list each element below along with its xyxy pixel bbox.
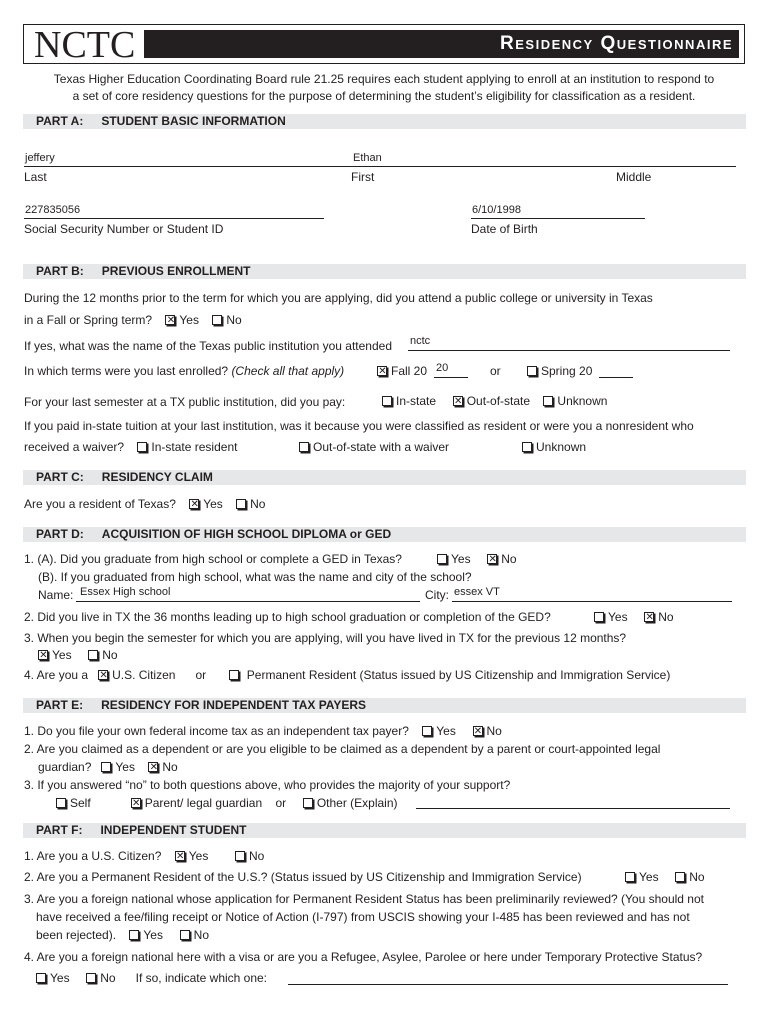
checkbox-icon[interactable] (299, 442, 309, 452)
part-e-q2-line2: guardian? Yes ✕ No (38, 760, 178, 774)
school-city-underline (452, 601, 732, 602)
checkbox-icon[interactable] (543, 396, 553, 406)
checkbox-icon[interactable] (522, 442, 532, 452)
part-b-q5-line2: received a waiver? In-state resident (24, 440, 238, 454)
name-underline (24, 166, 736, 167)
institution-value[interactable]: nctc (410, 335, 431, 347)
institution-underline (408, 350, 730, 351)
part-b-q3: In which terms were you last enrolled? (Check all that apply) (24, 364, 345, 378)
part-f-q3-line2: have received a fee/filing receipt or Notice of Action (I-797) from USCIS showing your I-485 has been reviewed and has not (36, 910, 690, 924)
part-f-q1: 1. Are you a U.S. Citizen? ✕ Yes No (24, 849, 264, 863)
part-f-header: PART F: INDEPENDENT STUDENT (23, 823, 746, 838)
checkbox-checked-icon[interactable] (175, 851, 185, 861)
checkbox-checked-icon[interactable] (148, 762, 158, 772)
checkbox-icon[interactable] (236, 499, 246, 509)
part-e-q3-options: Self ✕ Parent/ legal guardian or Other (Explain) (56, 796, 398, 810)
page-title: Residency Questionnaire (500, 33, 733, 54)
checkbox-checked-icon[interactable] (377, 366, 387, 376)
part-c-q1: Are you a resident of Texas? ✕ Yes No (24, 497, 265, 511)
checkbox-checked-icon[interactable] (487, 554, 497, 564)
spring-option: Spring 20 (527, 364, 592, 378)
checkbox-icon[interactable] (382, 396, 392, 406)
intro-line-2: a set of core residency questions for the purpose of determining the student’s eligibility for classification as a resident. (72, 89, 696, 103)
intro-line-1: Texas Higher Education Coordinating Board rule 21.25 requires each student applying to enroll at an institution to respond to (53, 72, 715, 86)
checkbox-icon[interactable] (56, 798, 66, 808)
checkbox-checked-icon[interactable] (98, 670, 108, 680)
part-e-q2-line1: 2. Are you claimed as a dependent or are you eligible to be claimed as a dependent by a parent or court-appointed legal (24, 742, 661, 756)
part-d-q2: 2. Did you live in TX the 36 months leading up to high school graduation or completion of the GED? (24, 610, 551, 624)
fall-year-underline (434, 377, 468, 378)
first-name-value[interactable]: Ethan (353, 152, 382, 164)
part-f-q2-options: Yes No (625, 870, 705, 884)
checkbox-icon[interactable] (675, 872, 685, 882)
part-d-q2-options: Yes ✕ No (594, 610, 674, 624)
visa-type-underline[interactable] (288, 984, 728, 985)
part-e-header: PART E: RESIDENCY FOR INDEPENDENT TAX PAYERS (23, 698, 746, 713)
part-f-q4-options: Yes No If so, indicate which one: (36, 971, 267, 985)
dob-value[interactable]: 6/10/1998 (472, 204, 521, 216)
checkbox-icon[interactable] (212, 315, 222, 325)
unknown-option: Unknown (522, 440, 586, 454)
checkbox-checked-icon[interactable] (453, 396, 463, 406)
header (23, 24, 745, 64)
fall-option: ✕ Fall 20 (377, 364, 427, 378)
spring-year-underline (599, 377, 633, 378)
part-c-header: PART C: RESIDENCY CLAIM (23, 470, 746, 485)
checkbox-checked-icon[interactable] (189, 499, 199, 509)
checkbox-icon[interactable] (437, 554, 447, 564)
checkbox-icon[interactable] (527, 366, 537, 376)
checkbox-icon[interactable] (137, 442, 147, 452)
last-label: Last (24, 170, 47, 184)
school-city-value[interactable]: essex VT (454, 586, 500, 598)
checkbox-icon[interactable] (129, 930, 139, 940)
or-text: or (490, 364, 501, 378)
checkbox-icon[interactable] (180, 930, 190, 940)
checkbox-icon[interactable] (229, 670, 239, 680)
part-b-q1-line2: in a Fall or Spring term? ✕ Yes No (24, 313, 242, 327)
checkbox-checked-icon[interactable] (473, 726, 483, 736)
school-name-label: Name: (38, 588, 74, 602)
checkbox-icon[interactable] (88, 650, 98, 660)
part-d-q1a-options: Yes ✕ No (437, 552, 517, 566)
school-name-value[interactable]: Essex High school (80, 586, 171, 598)
checkbox-checked-icon[interactable] (644, 612, 654, 622)
fall-year-value[interactable]: 20 (436, 362, 449, 374)
dob-label: Date of Birth (471, 222, 538, 236)
checkbox-checked-icon[interactable] (38, 650, 48, 660)
oos-waiver-option: Out-of-state with a waiver (299, 440, 449, 454)
part-d-q1b: (B). If you graduated from high school, what was the name and city of the school? (38, 570, 472, 584)
title-bar (144, 30, 739, 58)
part-d-q1a: 1. (A). Did you graduate from high school or complete a GED in Texas? (24, 552, 402, 566)
part-f-q4: 4. Are you a foreign national here with a visa or are you a Refugee, Asylee, Parolee or here under Temporary Protective Status? (24, 950, 703, 964)
checkbox-icon[interactable] (235, 851, 245, 861)
checkbox-icon[interactable] (101, 762, 111, 772)
part-b-header: PART B: PREVIOUS ENROLLMENT (23, 264, 746, 279)
last-name-value[interactable]: jeffery (25, 152, 55, 164)
pay-options: In-state ✕ Out-of-state Unknown (382, 394, 607, 408)
checkbox-icon[interactable] (422, 726, 432, 736)
school-city-label: City: (425, 588, 449, 602)
checkbox-icon[interactable] (86, 973, 96, 983)
other-explain-underline[interactable] (416, 808, 730, 809)
part-a-header: PART A: STUDENT BASIC INFORMATION (23, 114, 746, 129)
dob-underline (471, 218, 645, 219)
checkbox-checked-icon[interactable] (131, 798, 141, 808)
part-d-q4: 4. Are you a ✕ U.S. Citizen or Permanent Resident (Status issued by US Citizenship and Immigration Service) (24, 668, 670, 682)
school-name-underline (76, 601, 420, 602)
ssn-underline (24, 218, 324, 219)
middle-label: Middle (616, 170, 652, 184)
part-f-q2: 2. Are you a Permanent Resident of the U.S.? (Status issued by US Citizenship and Immigration Service) (24, 870, 582, 884)
first-label: First (351, 170, 375, 184)
part-e-q1: 1. Do you file your own federal income tax as an independent tax payer? Yes ✕ No (24, 724, 502, 738)
part-b-q2: If yes, what was the name of the Texas public institution you attended (24, 339, 392, 353)
part-f-q3-line1: 3. Are you a foreign national whose application for Permanent Resident Status has been preliminarily reviewed? (You should not (24, 892, 704, 906)
checkbox-icon[interactable] (36, 973, 46, 983)
part-e-q3: 3. If you answered “no” to both questions above, who provides the majority of your support? (24, 778, 511, 792)
checkbox-icon[interactable] (594, 612, 604, 622)
logo: NCTC (34, 24, 136, 66)
part-f-q3-line3: been rejected). Yes No (36, 928, 209, 942)
part-b-q1-line1: During the 12 months prior to the term for which you are applying, did you attend a public college or university in Texas (24, 291, 653, 305)
part-d-q3-options: ✕Yes No (38, 648, 118, 662)
part-d-q3: 3. When you begin the semester for which you are applying, will you have lived in TX for the previous 12 months? (24, 631, 627, 645)
part-b-q4: For your last semester at a TX public institution, did you pay: (24, 395, 346, 409)
checkbox-checked-icon[interactable] (165, 315, 175, 325)
checkbox-icon[interactable] (303, 798, 313, 808)
part-b-q5-line1: If you paid in-state tuition at your last institution, was it because you were classified as resident or were you a nonresident who (24, 419, 694, 433)
ssn-label: Social Security Number or Student ID (24, 222, 224, 236)
ssn-value[interactable]: 227835056 (25, 204, 81, 216)
checkbox-icon[interactable] (625, 872, 635, 882)
part-d-header: PART D: ACQUISITION OF HIGH SCHOOL DIPLOMA or GED (23, 527, 746, 542)
